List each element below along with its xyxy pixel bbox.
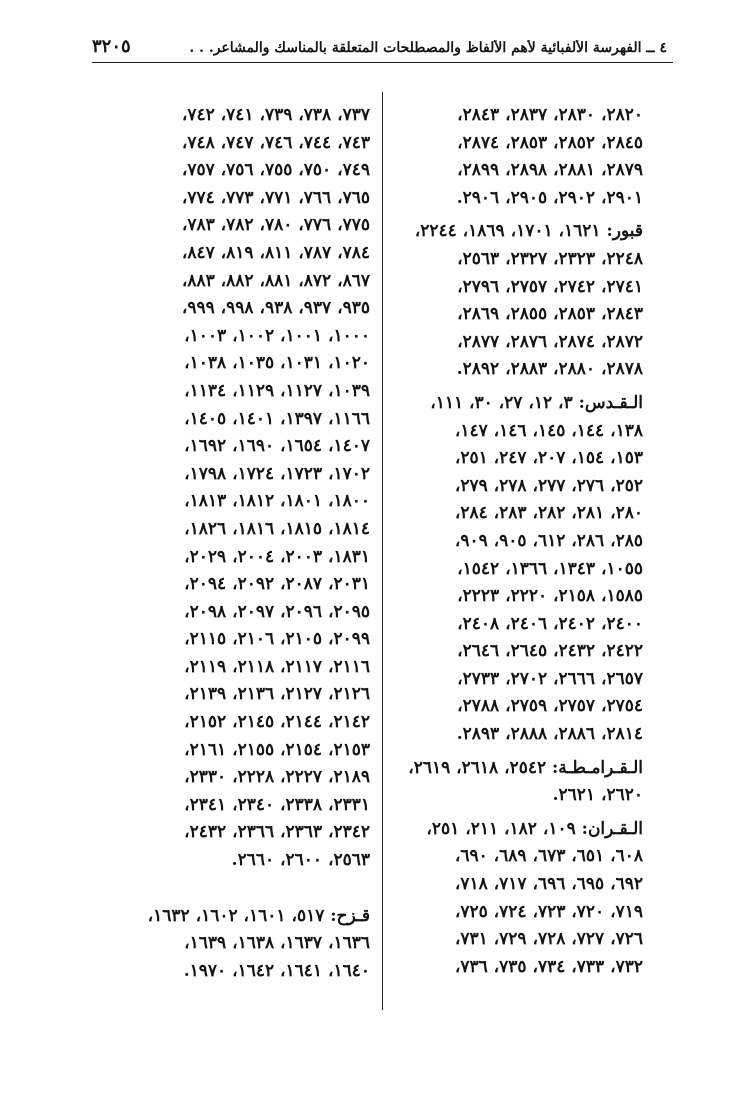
index-line: ١٠٠٠، ١٠٠١، ١٠٠٢، ١٠٠٣، (184, 325, 370, 346)
index-line: الـقـران: ١٠٩، ١٨٢، ٢١١، ٢٥١، (426, 818, 643, 839)
index-line: ٢٨٧٩، ٢٨٨١، ٢٨٩٨، ٢٨٩٩، (457, 160, 643, 181)
index-line: ٧٨٤، ٧٨٧، ٨١١، ٨١٩، ٨٤٧، (181, 242, 370, 263)
index-line: ٢٣٣١، ٢٣٣٨، ٢٣٤٠، ٢٣٤١، (184, 794, 370, 815)
index-line: ١٤٠٧، ١٦٥٤، ١٦٩٠، ١٦٩٢، (184, 436, 370, 457)
index-line: ١٠٢٠، ١٠٣١، ١٠٣٥، ١٠٣٨، (184, 353, 370, 374)
index-line: ٢٦٥٧، ٢٦٦٦، ٢٧٠٢، ٢٧٣٣، (457, 668, 643, 689)
index-line: ٢٨٥، ٢٨٦، ٦١٢، ٩٠٥، ٩٠٩، (454, 530, 643, 551)
index-line: ٢٩٠١، ٢٩٠٢، ٢٩٠٥، ٢٩٠٦. (456, 187, 643, 208)
index-line: ١١٦٦، ١٣٩٧، ١٤٠١، ١٤٠٥، (184, 408, 370, 429)
index-entry-al-qaramita (393, 755, 643, 810)
index-line: ٢٤٠٠، ٢٤٠٢، ٢٤٠٦، ٢٤٠٨، (457, 613, 643, 634)
page-number: ٣٢٠٥ (92, 36, 131, 57)
index-entry-quzah (94, 903, 370, 986)
index-line: ٧٦٥، ٧٦٦، ٧٧١، ٧٧٣، ٧٧٤، (181, 187, 370, 208)
index-line: ٢٨٠، ٢٨١، ٢٨٢، ٢٨٣، ٢٨٤، (454, 503, 643, 524)
index-column-left (94, 102, 370, 991)
index-line: ٢٧٥٤، ٢٧٥٧، ٢٧٥٩، ٢٧٨٨، (457, 696, 643, 717)
index-line: ٧٤٩، ٧٥٠، ٧٥٥، ٧٥٦، ٧٥٧، (181, 160, 370, 181)
index-line: ٢٥٦٣، ٢٦٠٠، ٢٦٦٠. (231, 850, 370, 871)
index-column-right (393, 102, 643, 987)
index-line: ١٥٨٥، ٢١٥٨، ٢٢٢٠، ٢٢٢٣، (457, 586, 643, 607)
index-line: ١٨٣١، ٢٠٠٣، ٢٠٠٤، ٢٠٢٩، (184, 546, 370, 567)
index-line: ١٦٤٠، ١٦٤١، ١٦٤٢، ١٩٧٠. (183, 960, 370, 981)
index-line: ١٨٠٠، ١٨٠١، ١٨١٢، ١٨١٣، (184, 491, 370, 512)
index-line: ٢٨٤٥، ٢٨٥٢، ٢٨٥٣، ٢٨٧٤، (457, 132, 643, 153)
index-line: ٨٦٧، ٨٧٢، ٨٨١، ٨٨٢، ٨٨٣، (181, 270, 370, 291)
index-line: ٧٧٥، ٧٧٦، ٧٨٠، ٧٨٢، ٧٨٣، (181, 215, 370, 236)
index-line: ١٥٣، ١٥٤، ٢٠٧، ٢٤٧، ٢٥١، (454, 448, 643, 469)
index-line: ٢١٤٢، ٢١٤٤، ٢١٤٥، ٢١٥٢، (184, 712, 370, 733)
index-line: ٢٨٧٢، ٢٨٧٤، ٢٨٧٦، ٢٨٧٧، (457, 331, 643, 352)
index-line: ٦٩٢، ٦٩٥، ٦٩٦، ٧١٧، ٧١٨، (454, 874, 643, 895)
index-line: ٢٠٣١، ٢٠٨٧، ٢٠٩٢، ٢٠٩٤، (184, 574, 370, 595)
index-line: ٢١٢٦، ٢١٢٧، ٢١٣٦، ٢١٣٩، (184, 684, 370, 705)
index-line: الـقـرامـطـة: ٢٥٤٢، ٢٦١٨، ٢٦١٩، (408, 757, 643, 778)
index-line: ١٠٣٩، ١١٢٧، ١١٢٩، ١١٣٤، (184, 380, 370, 401)
entry-gap (94, 881, 370, 903)
page-header-title: ٤ ــ الفهرسة الألفبائية لأهم الألفاظ والمصطلحات المتعلقة بالمناسك والمشاعر. . . (189, 40, 667, 56)
index-line: ٩٣٥، ٩٣٧، ٩٣٨، ٩٩٨، ٩٩٩، (181, 298, 370, 319)
index-line: ٢٨٢٠، ٢٨٣٠، ٢٨٣٧، ٢٨٤٣، (457, 105, 643, 125)
index-line: ٢٨١٤، ٢٨٨٦، ٢٨٨٨، ٢٨٩٣. (456, 724, 643, 745)
index-entry-continuation (393, 102, 643, 212)
index-line: قبور: ١٦٢١، ١٧٠١، ١٨٦٩، ٢٢٤٤، (414, 221, 643, 242)
index-line: ٢١٨٩، ٢٢٢٧، ٢٢٢٨، ٢٣٣٠، (184, 767, 370, 788)
index-line: ٧١٩، ٧٢٠، ٧٢٣، ٧٢٤، ٧٢٥، (454, 901, 643, 922)
index-line: ٢٢٤٨، ٢٣٢٣، ٢٣٢٧، ٢٥٦٣، (457, 248, 643, 269)
index-line: ١٦٣٦، ١٦٣٧، ١٦٣٨، ١٦٣٩، (184, 933, 370, 954)
index-line: قـزح: ٥١٧، ١٦٠١، ١٦٠٢، ١٦٣٢، (147, 905, 370, 926)
index-entry-al-qiran-continued (94, 102, 370, 875)
index-line: ١٧٠٢، ١٧٢٣، ١٧٢٤، ١٧٩٨، (184, 463, 370, 484)
index-line: ٧٤٣، ٧٤٤، ٧٤٦، ٧٤٧، ٧٤٨، (181, 132, 370, 153)
index-line: ٧٣٢، ٧٣٣، ٧٣٤، ٧٣٥، ٧٣٦، (454, 956, 643, 977)
column-divider (382, 92, 383, 1010)
index-line: ٢٥٢، ٢٧٦، ٢٧٧، ٢٧٨، ٢٧٩، (454, 475, 643, 496)
index-line: ٢٣٤٢، ٢٣٦٣، ٢٣٦٦، ٢٤٣٢، (184, 822, 370, 843)
index-line: ١٣٨، ١٤٤، ١٤٥، ١٤٦، ١٤٧، (454, 420, 643, 441)
index-line: ٢٠٩٩، ٢١٠٥، ٢١٠٦، ٢١١٥، (184, 629, 370, 650)
index-line: ١٨١٤، ١٨١٥، ١٨١٦، ١٨٢٦، (184, 518, 370, 539)
index-entry-al-qiran (393, 816, 643, 982)
index-line: ٢٦٢٠، ٢٦٢١. (552, 785, 643, 806)
index-line: ٧٢٦، ٧٢٧، ٧٢٨، ٧٢٩، ٧٣١، (454, 929, 643, 950)
index-line: ٢٨٧٨، ٢٨٨٠، ٢٨٨٣، ٢٨٩٢. (456, 359, 643, 380)
index-entry-qubur (393, 218, 643, 384)
index-line: ٢٨٤٣، ٢٨٥٣، ٢٨٥٥، ٢٨٦٩، (457, 304, 643, 325)
index-entry-al-quds (393, 390, 643, 749)
index-line: ٧٣٧، ٧٣٨، ٧٣٩، ٧٤١، ٧٤٢، (181, 105, 370, 125)
index-line: ٢٤٢٢، ٢٤٣٢، ٢٦٤٥، ٢٦٤٦، (457, 641, 643, 662)
header-rule (92, 62, 673, 63)
index-line: الـقـدس: ٣، ١٢، ٢٧، ٣٠، ١١١، (430, 392, 643, 413)
index-line: ٢١١٦، ٢١١٧، ٢١١٨، ٢١١٩، (184, 656, 370, 677)
index-line: ١٠٥٥، ١٣٤٣، ١٣٦٦، ١٥٤٢، (457, 558, 643, 579)
index-line: ٢١٥٣، ٢١٥٤، ٢١٥٥، ٢١٦١، (184, 739, 370, 760)
index-line: ٦٠٨، ٦٥١، ٦٧٣، ٦٨٩، ٦٩٠، (454, 846, 643, 867)
index-line: ٢٧٤١، ٢٧٤٢، ٢٧٥٧، ٢٧٩٦، (457, 276, 643, 297)
index-line: ٢٠٩٥، ٢٠٩٦، ٢٠٩٧، ٢٠٩٨، (184, 601, 370, 622)
